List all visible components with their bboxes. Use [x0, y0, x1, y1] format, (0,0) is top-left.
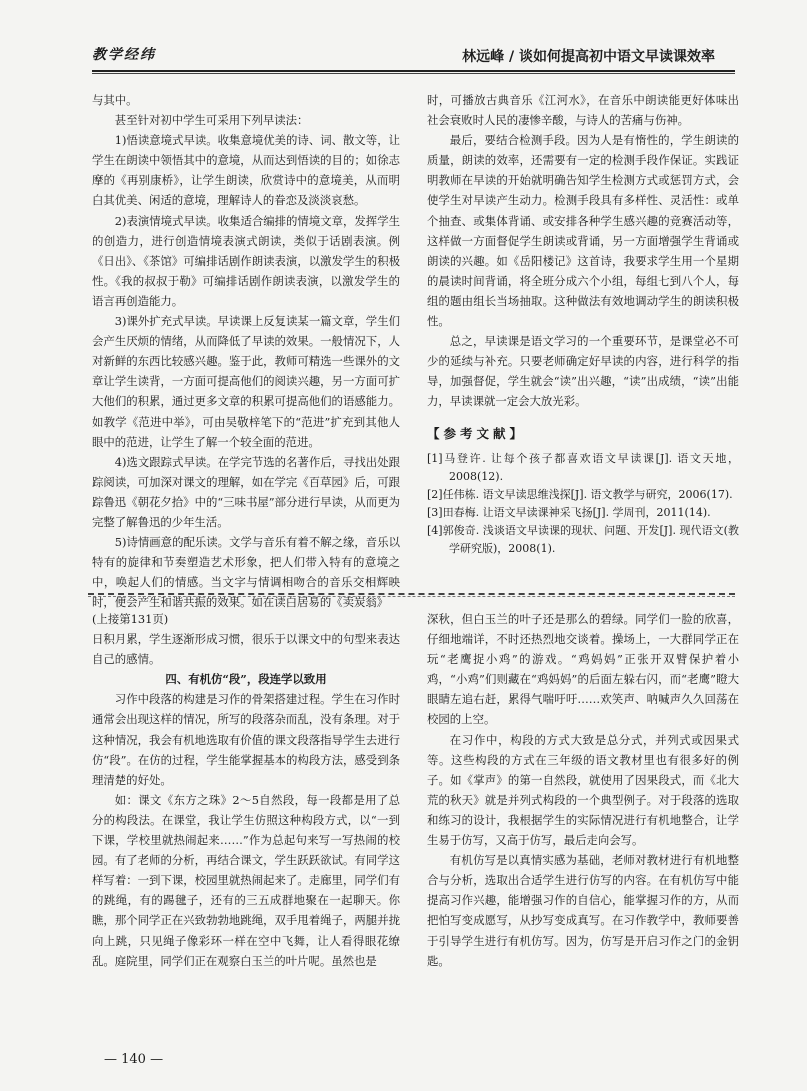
continued-note: (上接第131页)	[92, 612, 169, 626]
header-rule-thin	[92, 73, 735, 74]
paragraph: 如：课文《东方之珠》2～5自然段，每一段都是用了总分的构段法。在课堂，我让学生仿照这种构段方式，以“一到下课，学校里就热闹起来……”作为总起句来写一写热闹的校园。有了老师的分析，再结合课文，学生跃跃欲试。有同学这样写着：一到下课，校园里就热闹起来了。走廊里，同学们有的跳绳，有的踢毽子，还有的三五成群地聚在一起聊天。你瞧，那个同学正在兴致勃勃地跳绳，双手甩着绳子，两腿并拢向上跳，只见绳子像彩环一样在空中飞舞，让人看得眼花缭乱。庭院里，同学们正在观察白玉兰的叶片呢。虽然也是	[92, 792, 400, 968]
paragraph: 时，可播放古典音乐《江河水》，在音乐中朗读能更好体味出社会衰败时人民的凄惨辛酸，与诗人的苦痛与伤神。	[427, 93, 739, 128]
reference-item: [1]马登许. 让每个孩子都喜欢语文早读课[J]. 语文天地，2008(12).	[427, 451, 739, 483]
right-column-top	[427, 90, 739, 558]
reference-item: [4]郭俊奇. 浅谈语文早读课的现状、问题、开发[J]. 现代语文(教学研究版)，2008(1).	[427, 523, 739, 555]
page-number: — 140 —	[104, 1052, 164, 1067]
paragraph: 习作中段落的构建是习作的骨架搭建过程。学生在习作时通常会出现这样的情况，所写的段落杂而乱，没有条理。对于这种情况，我会有机地选取有价值的课文段落指导学生去进行仿“段”。在仿的过程，学生能掌握基本的构段方法，感受到条理清楚的好处。	[92, 692, 400, 787]
journal-name: 教学经纬	[92, 47, 156, 63]
paragraph: 在习作中，构段的方式大致是总分式，并列式或因果式等。这些构段的方式在三年级的语文教材里也有很多好的例子。如《掌声》的第一自然段，就使用了因果段式，而《北大荒的秋天》就是并列式构段的一个典型例子。对于段落的选取和练习的设计，我根据学生的实际情况进行有机地整合，让学生易于仿写，又高于仿写，最后走向会写。	[427, 732, 739, 848]
right-column-bottom	[427, 609, 739, 971]
header-rule	[92, 70, 735, 72]
paragraph: 总之，早读课是语文学习的一个重要环节，是课堂必不可少的延续与补充。只要老师确定好早读的内容，进行科学的指导，加强督促，学生就会“读”出兴趣，“读”出成绩，“读”出能力，早读课就一定会大放光彩。	[427, 334, 739, 409]
paragraph: 日积月累，学生逐渐形成习惯，很乐于以课文中的句型来表达自己的感情。	[92, 632, 400, 667]
paragraph: 2)表演情境式早读。收集适合编排的情境文章，发挥学生的创造力，进行创造情境表演式朗读，类似于话剧表演。例《日出》、《茶馆》可编排话剧作朗读表演，以激发学生的积极性。《我的叔叔于勒》可编排话剧作朗读表演，以激发学生的语言再创造能力。	[92, 213, 400, 308]
paragraph: 1)悟读意境式早读。收集意境优美的诗、词、散文等，让学生在朗读中领悟其中的意境，从而达到悟读的目的；如徐志摩的《再别康桥》，让学生朗读，欣赏诗中的意境美，从而明白其优美、闲适的意境，理解诗人的眷恋及淡淡哀愁。	[92, 133, 400, 208]
paragraph: 4)选文跟踪式早读。在学完节选的名著作后，寻找出处跟踪阅读，可加深对课文的理解，如在学完《百草园》后，可跟踪鲁迅《朝花夕拾》中的“三味书屋”部分进行早读，从而更为完整了解鲁迅的少年生活。	[92, 454, 400, 529]
paragraph: 5)诗情画意的配乐读。文学与音乐有着不解之缘，音乐以特有的旋律和节奏塑造艺术形象，把人们带入特有的意境之中，唤起人们的情感。当文字与情调相吻合的音乐交相辉映时，便会产生和谐共振的效果。如在读白居易的《卖炭翁》	[92, 535, 400, 610]
section-divider	[88, 593, 735, 595]
paragraph: 与其中。	[92, 93, 138, 107]
left-column-bottom	[92, 609, 400, 971]
article-running-title: 林远峰 / 谈如何提高初中语文早读课效率	[462, 49, 715, 65]
paragraph: 最后，要结合检测手段。因为人是有惰性的，学生朗读的质量，朗读的效率，还需要有一定的检测手段作保证。实践证明教师在早读的开始就明确告知学生检测方式或惩罚方式，会使学生对早读产生动力。检测手段具有多样性、灵活性：或单个抽查、或集体背诵、或安排各种学生感兴趣的竞赛活动等，这样做一方面督促学生朗读或背诵，另一方面增强学生背诵或朗读的兴趣。如《岳阳楼记》这首诗，我要求学生用一个星期的晨读时间背诵，将全班分成六个小组，每组七到八个人，每组的题由组长当场抽取。这种做法有效地调动学生的朗读积极性。	[427, 133, 739, 329]
references-title: 【参考文献】	[427, 425, 527, 441]
paragraph: 3)课外扩充式早读。早读课上反复读某一篇文章，学生们会产生厌烦的情绪，从而降低了早读的效果。一般情况下，人对新鲜的东西比较感兴趣。鉴于此，教师可精选一些课外的文章让学生读背，一方面可提高他们的阅读兴趣，另一方面可扩大他们的积累，通过更多文章的积累可提高他们的语感能力。如教学《范进中举》，可由吴敬梓笔下的“范进”扩充到其他人眼中的范进，让学生了解一个较全面的范进。	[92, 314, 400, 449]
paragraph: 深秋，但白玉兰的叶子还是那么的碧绿。同学们一脸的欣喜，仔细地端详，不时还热烈地交谈着。操场上，一大群同学正在玩“老鹰捉小鸡”的游戏。“鸡妈妈”正张开双臂保护着小鸡，“小鸡”们则藏在“鸡妈妈”的后面左躲右闪，而“老鹰”瞪大眼睛左追右赶，累得气喘吁吁……欢笑声、呐喊声久久回荡在校园的上空。	[427, 612, 739, 727]
section-divider-thin	[88, 596, 735, 597]
paragraph: 有机仿写是以真情实感为基础，老师对教材进行有机地整合与分析，选取出合适学生进行仿写的内容。在有机仿写中能提高习作兴趣，能增强习作的自信心，能掌握习作的方，从而把怕写变成愿写，从抄写变成真写。在习作教学中，教师要善于引导学生进行有机仿写。因为，仿写是开启习作之门的金钥匙。	[427, 853, 739, 968]
reference-item: [3]田春梅. 让语文早读课神采飞扬[J]. 学周刊，2011(14).	[427, 505, 711, 519]
section-heading: 四、有机仿“段”，段连学以致用	[165, 672, 327, 687]
left-column-top	[92, 90, 400, 612]
paragraph: 甚至针对初中学生可采用下列早读法：	[114, 113, 309, 128]
reference-item: [2]任伟栋. 语文早读思维浅探[J]. 语文教学与研究，2006(17).	[427, 487, 733, 501]
